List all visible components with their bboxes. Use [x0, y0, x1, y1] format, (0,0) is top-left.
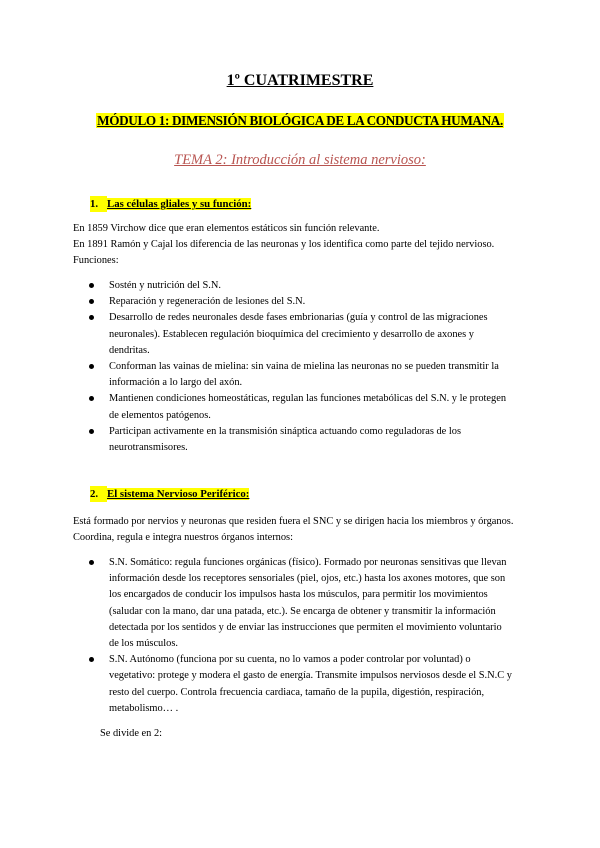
- list-item: S.N. Somático: regula funciones orgánicas (físico). Formado por neuronas sensitivas que llevan información desde los receptores sensoriales (piel, ojos, etc.) hasta los axones motores, que son los encargados de conducir los impulsos hasta los músculos, para permitir los movimientos (saludar con la mano, dar una patada, etc.). Se encarga de obtener y transmitir la información detectada por los sentidos y de enviar las instrucciones que permiten el movimiento voluntario de los músculos.: [73, 555, 513, 652]
- intro-line: En 1859 Virchow dice que eran elementos estáticos sin función relevante.: [73, 223, 380, 234]
- bullet-dot-icon: [89, 364, 94, 369]
- bullet-dot-icon: [89, 283, 94, 288]
- module-heading-text: MÓDULO 1: DIMENSIÓN BIOLÓGICA DE LA CONDUCTA HUMANA.: [97, 113, 503, 128]
- bullet-dot-icon: [89, 657, 94, 662]
- module-heading: [0, 112, 600, 130]
- section-1-number: 1.: [90, 196, 107, 212]
- section-2-number: 2.: [90, 486, 107, 502]
- intro-line: En 1891 Ramón y Cajal los diferencia de las neuronas y los identifica como parte del tejido nervioso.: [73, 239, 495, 251]
- section-2-intro: Está formado por nervios y neuronas que residen fuera el SNC y se dirigen hacia los miembros y órganos. Coordina, regula e integra nuestros órganos internos:: [73, 516, 514, 544]
- bullet-dot-icon: [89, 299, 94, 304]
- intro-line: Funciones:: [73, 255, 119, 267]
- document-title: 1º CUATRIMESTRE: [226, 72, 374, 89]
- bullet-dot-icon: [89, 560, 94, 565]
- list-item: Participan activamente en la transmisión sináptica actuando como reguladoras de los neurotransmisores.: [73, 424, 513, 456]
- list-item: Reparación y regeneración de lesiones del S.N.: [73, 294, 513, 310]
- divide-note: Se divide en 2:: [100, 728, 163, 739]
- list-item: Sostén y nutrición del S.N.: [73, 278, 513, 294]
- list-item: Conforman las vainas de mielina: sin vaina de mielina las neuronas no se pueden transmitir la información a lo largo del axón.: [73, 359, 513, 391]
- list-item: Desarrollo de redes neuronales desde fases embrionarias (guía y control de las migraciones neuronales). Establecen regulación bioquímica del crecimiento y desarrollo de axones y dendritas.: [73, 310, 513, 359]
- section-1-title: Las células gliales y su función:: [107, 198, 252, 210]
- bullet-dot-icon: [89, 396, 94, 401]
- topic-heading: TEMA 2: Introducción al sistema nervioso:: [174, 152, 426, 168]
- section-1-intro: [73, 221, 533, 270]
- list-item: Mantienen condiciones homeostáticas, regulan las funciones metabólicas del S.N. y le protegen de elementos patógenos.: [73, 391, 513, 423]
- section-1-function-list: [73, 278, 513, 456]
- bullet-dot-icon: [89, 429, 94, 434]
- list-item: S.N. Autónomo (funciona por su cuenta, no lo vamos a poder controlar por voluntad) o vegetativo: protege y modera el gasto de energía. Transmite impulsos nerviosos desde el S.N.C y resto del cuerpo. Controla frecuencia cardiaca, tamaño de la pupila, digestión, respiración, metabolismo… .: [73, 652, 513, 717]
- section-2-division-list: [73, 555, 513, 717]
- section-2-heading: [90, 486, 249, 502]
- bullet-dot-icon: [89, 315, 94, 320]
- section-1-heading: [90, 196, 251, 212]
- section-2-title: El sistema Nervioso Periférico:: [107, 488, 250, 500]
